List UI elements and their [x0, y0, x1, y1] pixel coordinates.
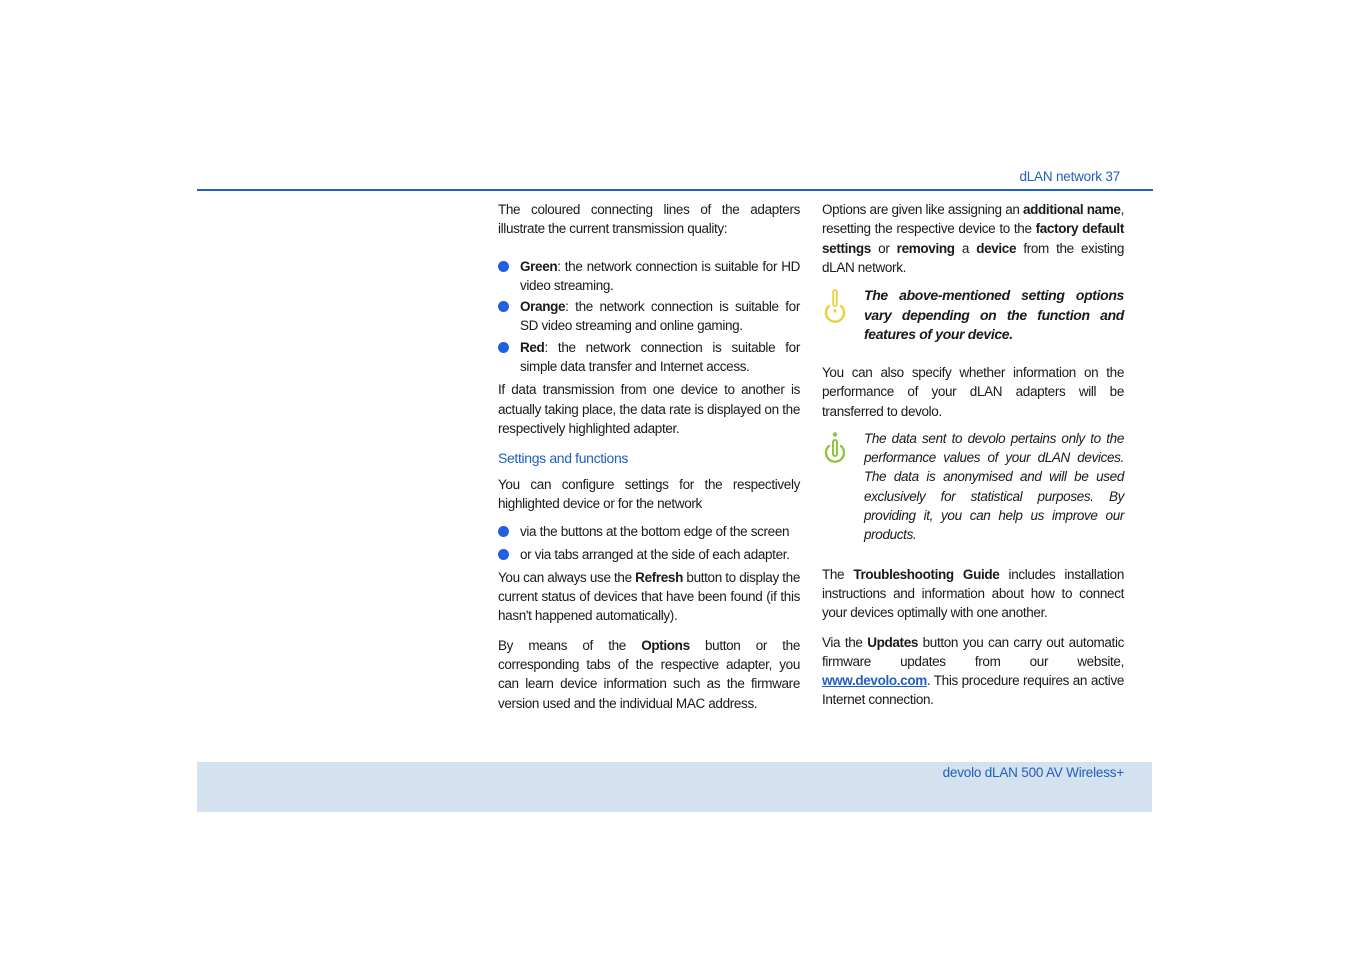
settings-item-text: via the buttons at the bottom edge of the screen: [520, 524, 790, 540]
quality-term: Orange: [520, 299, 566, 315]
list-item: [498, 257, 800, 296]
info-note: [822, 429, 1124, 545]
footer-product-label: devolo dLAN 500 AV Wireless+: [942, 765, 1124, 780]
right-column: [822, 200, 1124, 710]
bullet-icon: [498, 261, 509, 272]
options-paragraph: By means of the Options button or the corresponding tabs of the respective adapter, you can learn device information such as the firmware version used and the individual MAC address.: [498, 637, 800, 711]
intro-paragraph: The coloured connecting lines of the adapters illustrate the current transmission quality:: [498, 202, 800, 237]
warning-note-text: The above-mentioned setting options vary depending on the function and features of your device.: [864, 287, 1124, 343]
list-item: [498, 545, 800, 564]
bullet-icon: [498, 342, 509, 353]
section-title: Settings and functions: [498, 450, 629, 467]
quality-term: Red: [520, 339, 545, 355]
refresh-paragraph: You can always use the Refresh button to display the current status of devices that have been found (if this hasn't happened automatically).: [498, 569, 800, 624]
settings-item-text: or via tabs arranged at the side of each adapter.: [520, 547, 790, 563]
list-item: [498, 297, 800, 336]
updates-paragraph: Via the Updates button you can carry out automatic firmware updates from our website, www.devolo.com. This procedure requires an active Internet connection.: [822, 634, 1124, 708]
quality-text: : the network connection is suitable for SD video streaming and online gaming.: [520, 299, 800, 334]
data-rate-paragraph: If data transmission from one device to another is actually taking place, the data rate is displayed on the respectively highlighted adapter.: [498, 382, 800, 436]
bullet-icon: [498, 526, 509, 537]
quality-term: Green: [520, 258, 558, 274]
performance-paragraph: You can also specify whether information on the performance of your dLAN adapters will be transferred to devolo.: [822, 364, 1124, 419]
quality-list: [498, 257, 800, 377]
warning-note: [822, 286, 1124, 345]
list-item: [498, 338, 800, 377]
settings-intro: You can configure settings for the respectively highlighted device or for the network: [498, 476, 800, 511]
quality-text: : the network connection is suitable for HD video streaming.: [520, 258, 800, 293]
info-icon: [822, 431, 848, 469]
bullet-icon: [498, 549, 509, 560]
options-detail-paragraph: Options are given like assigning an additional name, resetting the respective device to the factory default settings or removing a device from the existing dLAN network.: [822, 202, 1124, 275]
refresh-term: Refresh: [635, 569, 683, 585]
quality-text: : the network connection is suitable for simple data transfer and Internet access.: [520, 339, 800, 375]
info-note-text: The data sent to devolo pertains only to the performance values of your dLAN devices. The data is anonymised and will be used exclusively for statistical purposes. By providing it, you can help us improve our products.: [864, 430, 1124, 543]
settings-list: [498, 522, 800, 565]
bullet-icon: [498, 301, 509, 312]
troubleshooting-term: Troubleshooting Guide: [853, 566, 1000, 582]
page-header-label: dLAN network 37: [1019, 169, 1120, 184]
options-term: Options: [641, 637, 690, 653]
header-rule: [197, 189, 1153, 191]
attention-icon: [822, 288, 848, 326]
left-column: [498, 200, 800, 713]
troubleshooting-paragraph: The Troubleshooting Guide includes installation instructions and information about how to connect your devices optimally with one another.: [822, 566, 1124, 621]
updates-term: Updates: [867, 634, 919, 650]
devolo-website-link[interactable]: www.devolo.com: [822, 673, 927, 689]
list-item: [498, 522, 800, 541]
